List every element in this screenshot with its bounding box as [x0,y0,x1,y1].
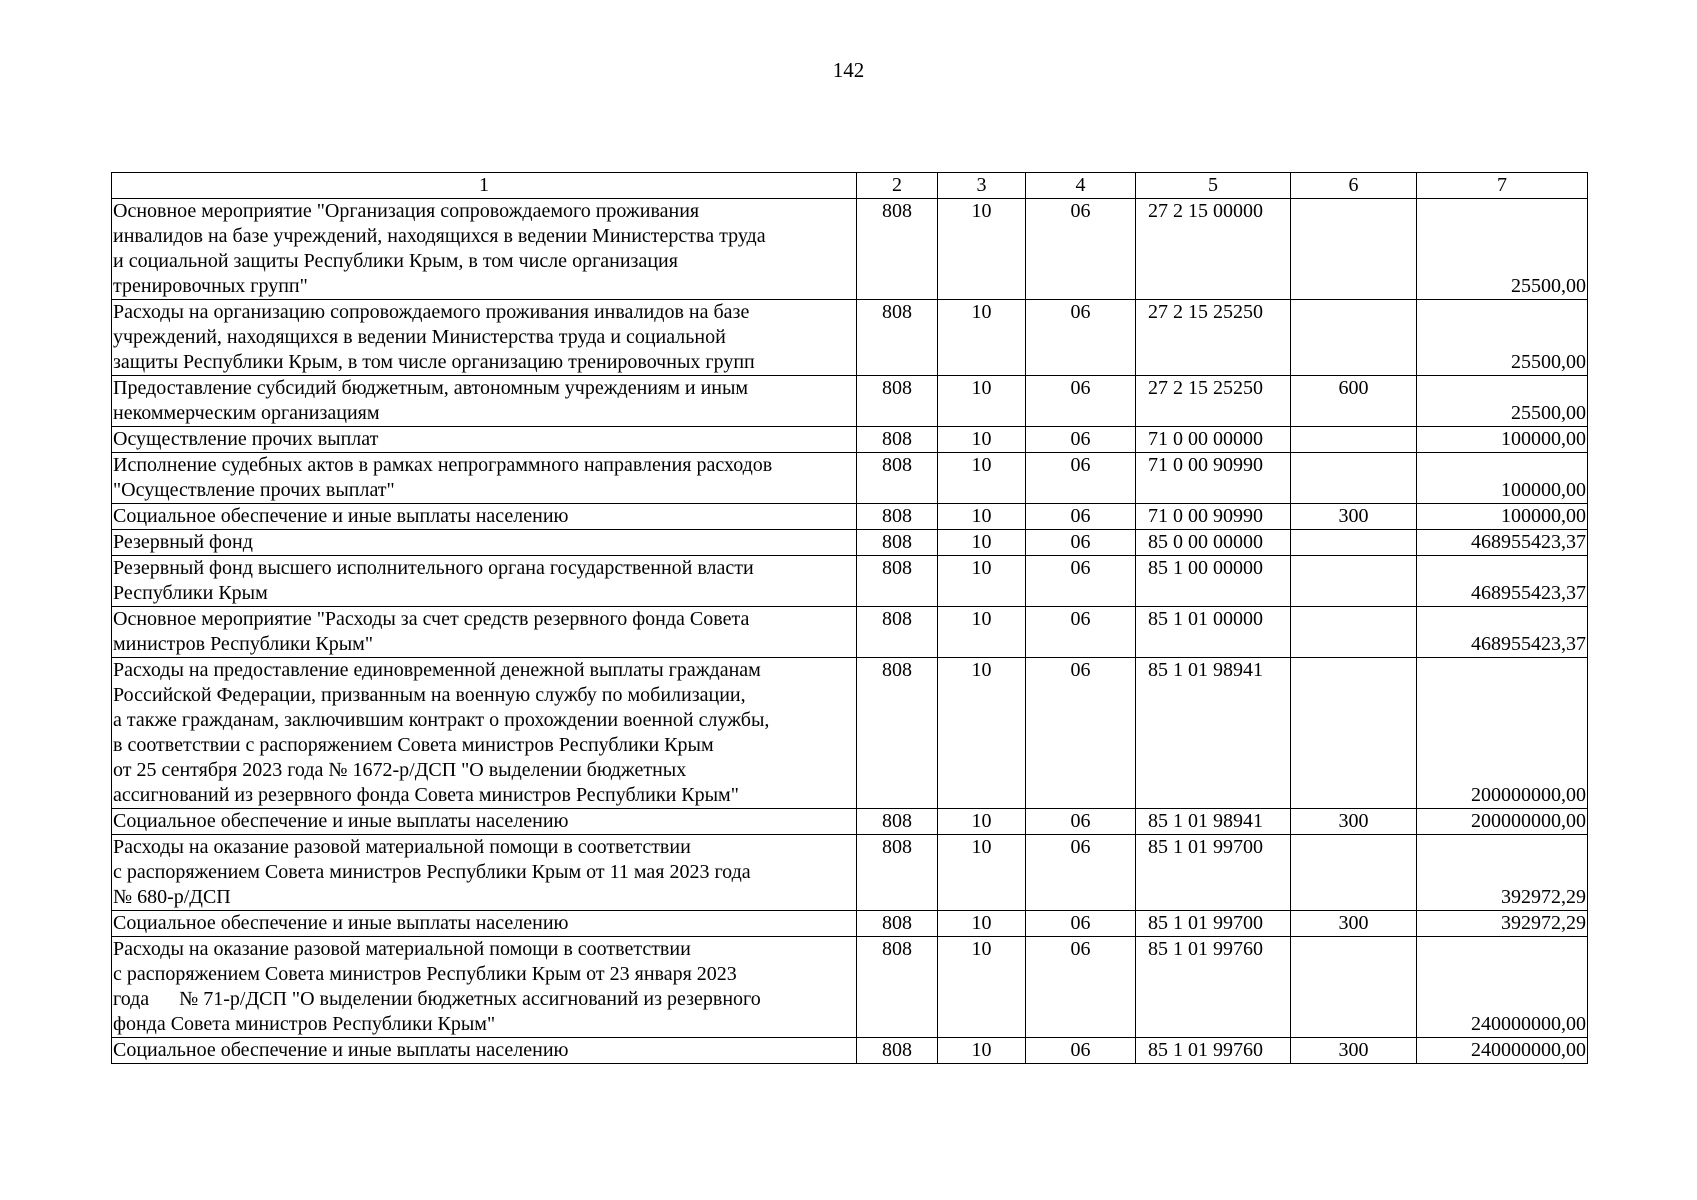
description-line: Социальное обеспечение и иные выплаты населению [113,810,569,832]
ministry-code: 808 [857,1038,938,1064]
description-line: Социальное обеспечение и иные выплаты населению [113,505,569,527]
ministry-code: 808 [857,658,938,809]
amount: 240000000,00 [1417,1038,1588,1064]
expense-type-code: 300 [1291,504,1417,530]
column-header: 5 [1136,173,1291,199]
target-article-code: 85 1 01 98941 [1136,658,1291,809]
expense-description [112,658,857,809]
description-line: Резервный фонд высшего исполнительного органа государственной власти [113,557,754,579]
ministry-code: 808 [857,199,938,300]
table-body [112,199,1588,1064]
section-code: 10 [938,530,1026,556]
target-article-code: 27 2 15 25250 [1136,300,1291,376]
amount: 100000,00 [1417,453,1588,504]
subsection-code: 06 [1026,427,1136,453]
target-article-code: 27 2 15 25250 [1136,376,1291,427]
section-code: 10 [938,504,1026,530]
amount: 200000000,00 [1417,658,1588,809]
description-line: в соответствии с распоряжением Совета министров Республики Крым [113,734,714,756]
subsection-code: 06 [1026,453,1136,504]
amount: 468955423,37 [1417,530,1588,556]
description-line: Республики Крым [113,582,268,604]
expense-type-code [1291,300,1417,376]
subsection-code: 06 [1026,809,1136,835]
description-line: с распоряжением Совета министров Республики Крым от 11 мая 2023 года [113,861,751,883]
description-line: Основное мероприятие "Расходы за счет средств резервного фонда Совета [113,608,750,630]
column-header: 4 [1026,173,1136,199]
section-code: 10 [938,376,1026,427]
expense-description [112,376,857,427]
expense-description [112,530,857,556]
table-row [112,1038,1588,1064]
expense-type-code [1291,556,1417,607]
page-number: 142 [832,58,865,82]
description-line: фонда Совета министров Республики Крым" [113,1013,496,1035]
section-code: 10 [938,427,1026,453]
description-line: министров Республики Крым" [113,633,373,655]
table-row [112,556,1588,607]
subsection-code: 06 [1026,658,1136,809]
column-header: 2 [857,173,938,199]
description-line: Расходы на предоставление единовременной денежной выплаты гражданам [113,659,761,681]
section-code: 10 [938,607,1026,658]
expense-type-code [1291,658,1417,809]
amount: 25500,00 [1417,199,1588,300]
ministry-code: 808 [857,809,938,835]
amount: 240000000,00 [1417,937,1588,1038]
section-code: 10 [938,300,1026,376]
description-line: Расходы на оказание разовой материальной помощи в соответствии [113,938,691,960]
amount: 468955423,37 [1417,556,1588,607]
description-line: ассигнований из резервного фонда Совета министров Республики Крым" [113,784,739,806]
column-header: 3 [938,173,1026,199]
section-code: 10 [938,937,1026,1038]
subsection-code: 06 [1026,1038,1136,1064]
expense-type-code: 600 [1291,376,1417,427]
expense-type-code [1291,199,1417,300]
description-line: года № 71-р/ДСП "О выделении бюджетных ассигнований из резервного [113,988,761,1010]
table-row [112,427,1588,453]
ministry-code: 808 [857,556,938,607]
ministry-code: 808 [857,300,938,376]
description-line: Социальное обеспечение и иные выплаты населению [113,1039,569,1061]
table-row [112,937,1588,1038]
ministry-code: 808 [857,453,938,504]
amount: 200000000,00 [1417,809,1588,835]
table-row [112,300,1588,376]
column-header: 1 [112,173,857,199]
expense-type-code: 300 [1291,911,1417,937]
table-row [112,835,1588,911]
table-row [112,658,1588,809]
description-line: а также гражданам, заключившим контракт о прохождении военной службы, [113,709,770,731]
description-line: учреждений, находящихся в ведении Министерства труда и социальной [113,326,726,348]
table-header-row [112,173,1588,199]
column-header: 7 [1417,173,1588,199]
expense-type-code [1291,427,1417,453]
amount: 392972,29 [1417,911,1588,937]
expense-description [112,504,857,530]
target-article-code: 71 0 00 90990 [1136,504,1291,530]
expense-description [112,835,857,911]
description-line: тренировочных групп" [113,275,308,297]
expense-type-code [1291,835,1417,911]
subsection-code: 06 [1026,530,1136,556]
target-article-code: 85 1 01 99760 [1136,1038,1291,1064]
subsection-code: 06 [1026,556,1136,607]
expense-type-code: 300 [1291,1038,1417,1064]
expense-type-code [1291,530,1417,556]
amount: 25500,00 [1417,300,1588,376]
subsection-code: 06 [1026,937,1136,1038]
subsection-code: 06 [1026,300,1136,376]
expense-description [112,809,857,835]
description-line: "Осуществление прочих выплат" [113,479,395,501]
ministry-code: 808 [857,427,938,453]
expense-description [112,300,857,376]
target-article-code: 85 1 01 99760 [1136,937,1291,1038]
target-article-code: 85 0 00 00000 [1136,530,1291,556]
expense-description [112,911,857,937]
description-line: № 680-р/ДСП [113,886,231,908]
ministry-code: 808 [857,607,938,658]
amount: 100000,00 [1417,427,1588,453]
ministry-code: 808 [857,530,938,556]
column-header: 6 [1291,173,1417,199]
section-code: 10 [938,556,1026,607]
amount: 100000,00 [1417,504,1588,530]
expense-type-code [1291,937,1417,1038]
table-row [112,809,1588,835]
section-code: 10 [938,911,1026,937]
ministry-code: 808 [857,835,938,911]
description-line: некоммерческим организациям [113,402,380,424]
section-code: 10 [938,809,1026,835]
description-line: с распоряжением Совета министров Республики Крым от 23 января 2023 [113,963,737,985]
amount: 468955423,37 [1417,607,1588,658]
section-code: 10 [938,453,1026,504]
table-row [112,911,1588,937]
expense-description [112,556,857,607]
target-article-code: 71 0 00 00000 [1136,427,1291,453]
ministry-code: 808 [857,911,938,937]
expense-description [112,199,857,300]
subsection-code: 06 [1026,835,1136,911]
description-line: Основное мероприятие "Организация сопровождаемого проживания [113,200,700,222]
expense-description [112,1038,857,1064]
description-line: Исполнение судебных актов в рамках непрограммного направления расходов [113,454,773,476]
subsection-code: 06 [1026,376,1136,427]
expense-description [112,427,857,453]
target-article-code: 85 1 01 99700 [1136,835,1291,911]
expense-description [112,607,857,658]
subsection-code: 06 [1026,199,1136,300]
subsection-code: 06 [1026,911,1136,937]
description-line: и социальной защиты Республики Крым, в том числе организация [113,250,678,272]
description-line: Расходы на оказание разовой материальной помощи в соответствии [113,836,691,858]
expense-type-code [1291,453,1417,504]
description-line: Российской Федерации, призванным на военную службу по мобилизации, [113,684,746,706]
expense-description [112,453,857,504]
description-line: от 25 сентября 2023 года № 1672-р/ДСП "О выделении бюджетных [113,759,687,781]
target-article-code: 85 1 00 00000 [1136,556,1291,607]
description-line: Предоставление субсидий бюджетным, автономным учреждениям и иным [113,377,749,399]
subsection-code: 06 [1026,504,1136,530]
expense-description [112,937,857,1038]
ministry-code: 808 [857,937,938,1038]
expense-type-code: 300 [1291,809,1417,835]
table-row [112,453,1588,504]
target-article-code: 27 2 15 00000 [1136,199,1291,300]
description-line: инвалидов на базе учреждений, находящихся в ведении Министерства труда [113,225,766,247]
table-row [112,199,1588,300]
table-row [112,607,1588,658]
amount: 392972,29 [1417,835,1588,911]
section-code: 10 [938,199,1026,300]
ministry-code: 808 [857,376,938,427]
table-row [112,530,1588,556]
description-line: защиты Республики Крым, в том числе организацию тренировочных групп [113,351,755,373]
section-code: 10 [938,1038,1026,1064]
target-article-code: 85 1 01 00000 [1136,607,1291,658]
budget-table [111,172,1588,1064]
section-code: 10 [938,835,1026,911]
subsection-code: 06 [1026,607,1136,658]
amount: 25500,00 [1417,376,1588,427]
table-row [112,376,1588,427]
description-line: Осуществление прочих выплат [113,428,379,450]
description-line: Расходы на организацию сопровождаемого проживания инвалидов на базе [113,301,750,323]
expense-type-code [1291,607,1417,658]
section-code: 10 [938,658,1026,809]
table-row [112,504,1588,530]
ministry-code: 808 [857,504,938,530]
description-line: Социальное обеспечение и иные выплаты населению [113,912,569,934]
target-article-code: 85 1 01 99700 [1136,911,1291,937]
target-article-code: 71 0 00 90990 [1136,453,1291,504]
target-article-code: 85 1 01 98941 [1136,809,1291,835]
description-line: Резервный фонд [113,531,253,553]
